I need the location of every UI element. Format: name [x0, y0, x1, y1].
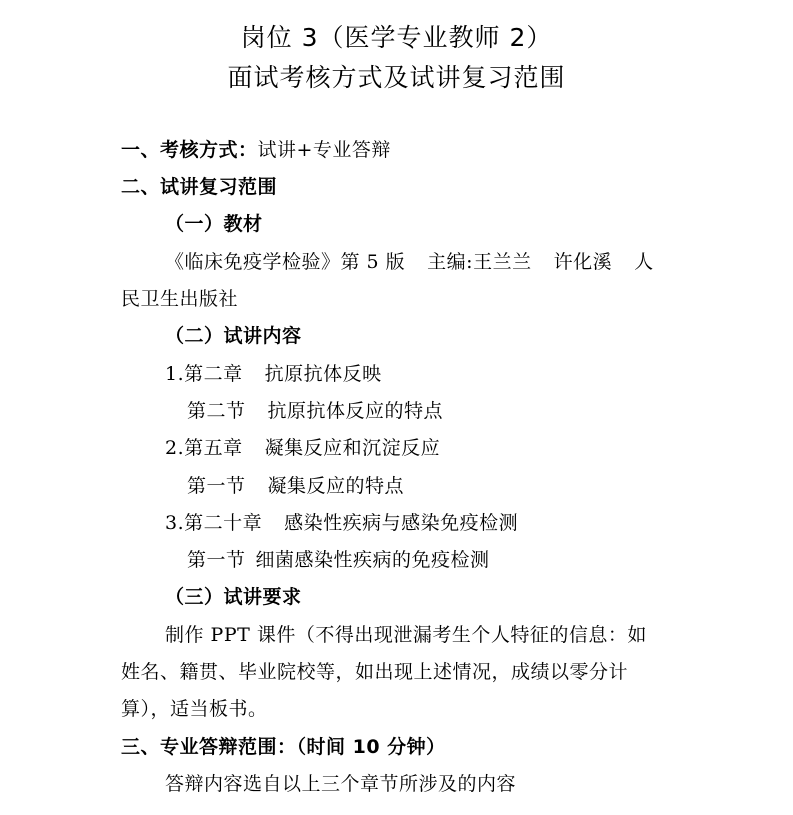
lecture-item-2-chapter [165, 436, 440, 460]
requirement-line-2: 姓名、籍贯、毕业院校等，如出现上述情况，成绩以零分计 [121, 661, 629, 683]
chapter-title: 感染性疾病与感染免疫检测 [284, 512, 519, 534]
defense-scope-text: 答辩内容选自以上三个章节所涉及的内容 [165, 773, 517, 795]
assessment-method-value: 试讲+专业答辩 [257, 139, 391, 161]
requirement-line-1: 制作 PPT 课件（不得出现泄漏考生个人特征的信息：如 [165, 624, 647, 646]
textbook-line-2: 民卫生出版社 [121, 288, 239, 310]
textbook-coeditor: 许化溪 [553, 251, 613, 273]
section-title: 抗原抗体反应的特点 [267, 400, 444, 422]
section-number: 第一节 [187, 549, 246, 571]
section-title: 细菌感染性疾病的免疫检测 [255, 549, 490, 571]
chapter-number: 2.第五章 [165, 437, 243, 459]
chapter-title: 凝集反应和沉淀反应 [264, 437, 441, 459]
section-number: 第二节 [187, 400, 246, 422]
lecture-item-3-section [187, 548, 490, 572]
lecture-item-1-chapter [165, 362, 382, 386]
section-title: 凝集反应的特点 [267, 475, 405, 497]
subsection-2-heading: （二）试讲内容 [165, 325, 302, 347]
section-2-heading: 二、试讲复习范围 [121, 176, 278, 198]
requirement-line-3: 算），适当板书。 [121, 698, 268, 720]
textbook-editor: 主编:王兰兰 [427, 251, 532, 273]
lecture-item-3-chapter [165, 511, 518, 535]
lecture-item-1-section [187, 399, 443, 423]
chapter-number: 3.第二十章 [165, 512, 263, 534]
textbook-line-1 [165, 250, 654, 274]
textbook-publisher-start: 人 [634, 251, 654, 273]
subsection-1-heading: （一）教材 [165, 213, 263, 235]
page-title-line-1: 岗位 3（医学专业教师 2） [240, 23, 553, 52]
section-3-heading: 三、专业答辩范围：（时间 10 分钟） [121, 736, 446, 758]
section-number: 第一节 [187, 475, 246, 497]
subsection-3-heading: （三）试讲要求 [165, 586, 302, 608]
assessment-method-line [121, 138, 391, 162]
lecture-item-2-section [187, 474, 404, 498]
chapter-number: 1.第二章 [165, 363, 243, 385]
section-1-heading: 一、考核方式： [121, 139, 258, 161]
chapter-title: 抗原抗体反映 [264, 363, 382, 385]
page-title-line-2: 面试考核方式及试讲复习范围 [227, 63, 566, 92]
textbook-title: 《临床免疫学检验》第 5 版 [165, 251, 406, 273]
